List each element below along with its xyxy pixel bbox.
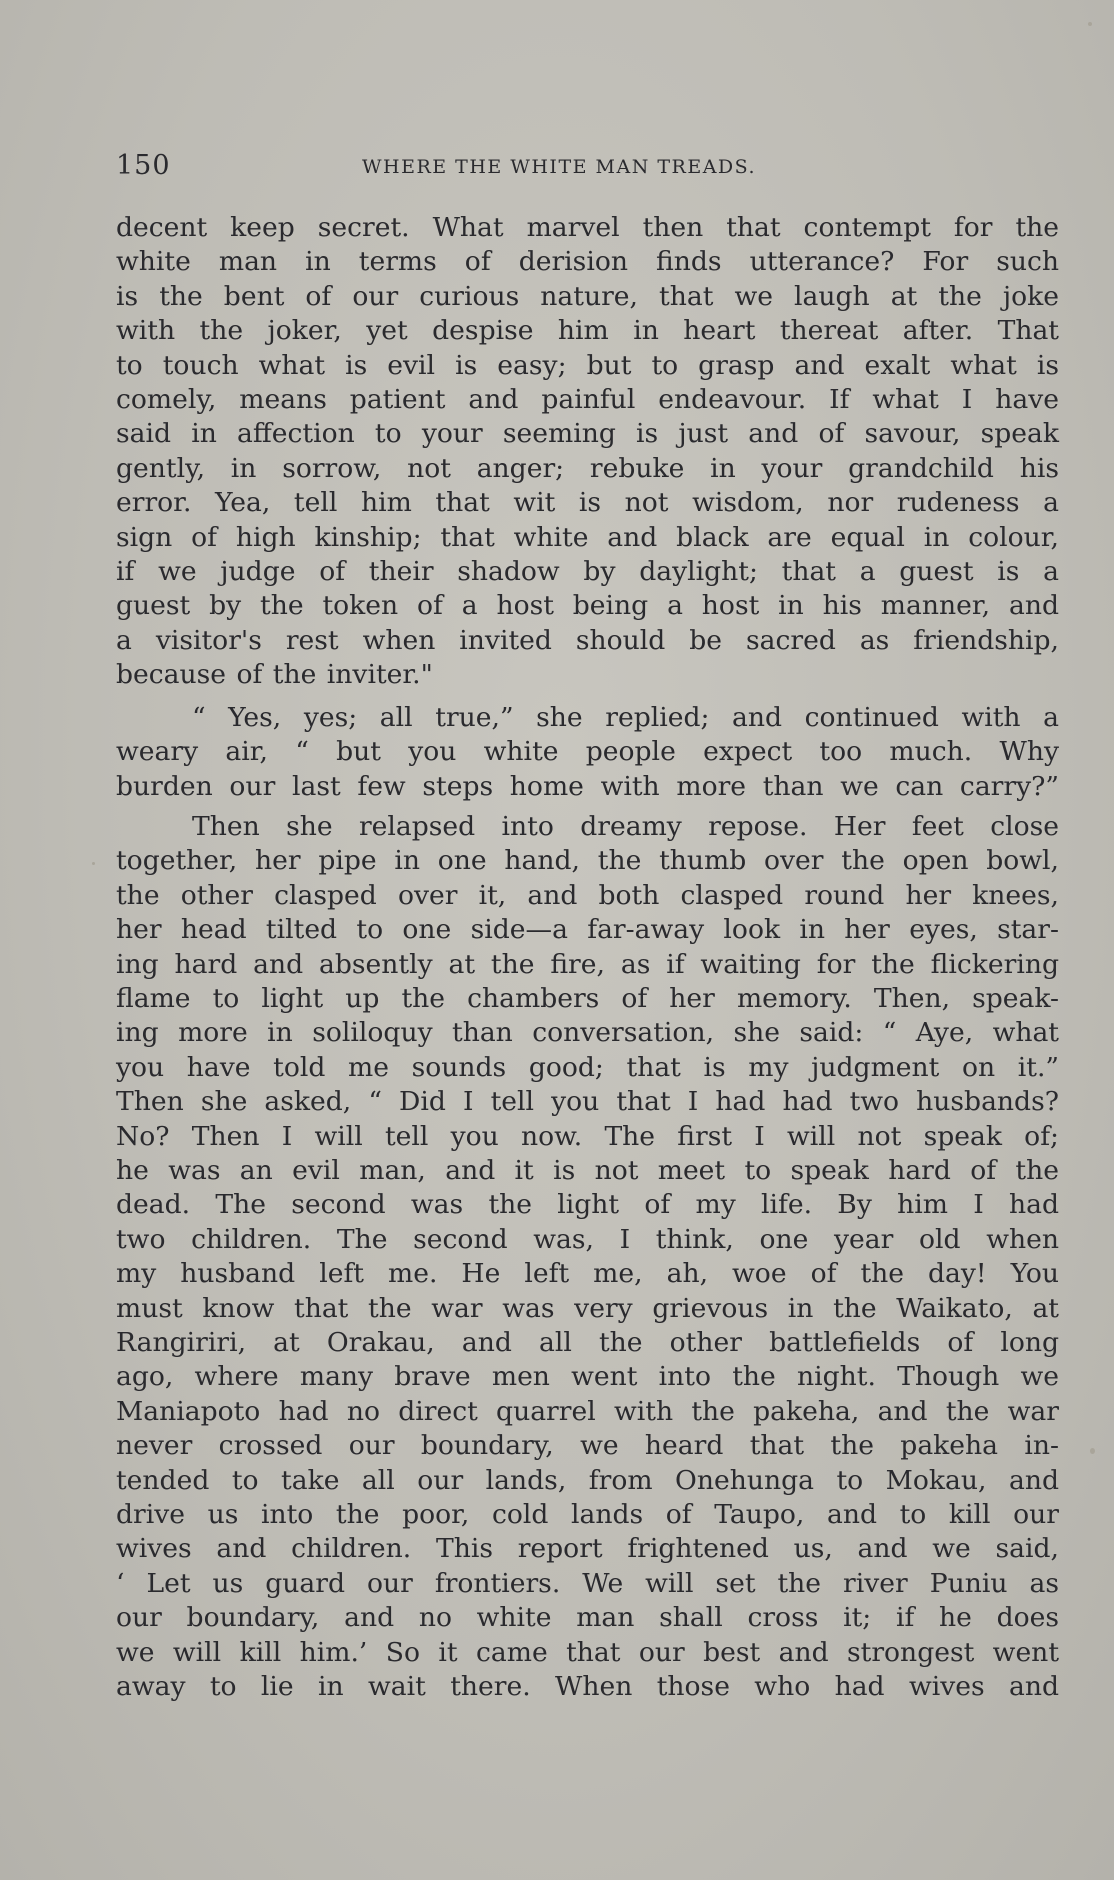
text-line: ‘ Let us guard our frontiers. We will set the river Puniu as	[116, 1567, 1059, 1599]
text-line: her head tilted to one side—a far-away look in her eyes, star-	[116, 914, 1059, 946]
text-line: because of the inviter."	[116, 659, 433, 691]
text-line: tended to take all our lands, from Onehunga to Mokau, and	[116, 1464, 1059, 1496]
text-line: dead. The second was the light of my life. By him I had	[116, 1189, 1059, 1221]
body-text	[116, 211, 1059, 1704]
text-line: ing more in soliloquy than conversation, she said: “ Aye, what	[116, 1017, 1059, 1049]
text-line: “ Yes, yes; all true,” she replied; and continued with a	[192, 701, 1059, 733]
text-line: he was an evil man, and it is not meet to speak hard of the	[116, 1154, 1059, 1186]
text-line: white man in terms of derision finds utterance? For such	[116, 246, 1059, 278]
text-line: together, her pipe in one hand, the thumb over the open bowl,	[116, 845, 1059, 877]
text-line: our boundary, and no white man shall cross it; if he does	[116, 1602, 1059, 1634]
text-line: wives and children. This report frightened us, and we said,	[116, 1533, 1059, 1565]
text-line: flame to light up the chambers of her memory. Then, speak-	[116, 982, 1059, 1014]
text-line: comely, means patient and painful endeavour. If what I have	[116, 384, 1059, 416]
text-line: drive us into the poor, cold lands of Taupo, and to kill our	[116, 1499, 1059, 1531]
text-line: Rangiriri, at Orakau, and all the other battlefields of long	[116, 1327, 1059, 1358]
text-line: to touch what is evil is easy; but to grasp and exalt what is	[116, 349, 1059, 381]
text-line: never crossed our boundary, we heard that the pakeha in-	[116, 1430, 1059, 1462]
text-line: with the joker, yet despise him in heart thereat after. That	[116, 315, 1059, 347]
text-line: two children. The second was, I think, one year old when	[116, 1223, 1059, 1255]
paragraph-1	[116, 211, 1059, 693]
text-line: my husband left me. He left me, ah, woe of the day! You	[116, 1258, 1059, 1290]
text-line: guest by the token of a host being a host in his manner, and	[116, 590, 1059, 622]
text-line: No? Then I will tell you now. The first I will not speak of;	[116, 1120, 1059, 1152]
text-line: decent keep secret. What marvel then that contempt for the	[116, 212, 1059, 243]
text-line: a visitor's rest when invited should be sacred as friendship,	[116, 624, 1059, 656]
text-line: Then she asked, “ Did I tell you that I had had two husbands?	[116, 1086, 1059, 1118]
page-header	[116, 150, 1064, 186]
text-line: if we judge of their shadow by daylight; that a guest is a	[116, 556, 1059, 588]
text-line: error. Yea, tell him that wit is not wisdom, nor rudeness a	[116, 487, 1059, 519]
running-head: WHERE THE WHITE MAN TREADS.	[362, 156, 757, 178]
text-line: sign of high kinship; that white and black are equal in colour,	[116, 521, 1059, 553]
paper-speck	[92, 862, 95, 865]
text-line: burden our last few steps home with more than we can carry?”	[116, 770, 1059, 802]
text-line: Maniapoto had no direct quarrel with the pakeha, and the war	[116, 1395, 1059, 1427]
paragraph-3	[116, 810, 1059, 1705]
text-line: gently, in sorrow, not anger; rebuke in your grandchild his	[116, 452, 1059, 484]
text-line: the other clasped over it, and both clasped round her knees,	[116, 879, 1059, 911]
text-line: is the bent of our curious nature, that we laugh at the joke	[116, 280, 1059, 312]
paper-speck	[1090, 1448, 1095, 1454]
text-line: weary air, “ but you white people expect too much. Why	[116, 736, 1059, 768]
text-line: away to lie in wait there. When those who had wives and	[116, 1671, 1059, 1703]
text-line: we will kill him.’ So it came that our best and strongest went	[116, 1636, 1059, 1668]
text-line: ago, where many brave men went into the night. Though we	[116, 1361, 1059, 1393]
page-number: 150	[116, 150, 171, 181]
text-line: you have told me sounds good; that is my judgment on it.”	[116, 1051, 1059, 1083]
text-line: must know that the war was very grievous in the Waikato, at	[116, 1292, 1059, 1324]
paper-speck	[1088, 22, 1092, 26]
text-line: ing hard and absently at the fire, as if waiting for the flickering	[116, 948, 1059, 980]
text-line: said in affection to your seeming is just and of savour, speak	[116, 418, 1059, 450]
text-line: Then she relapsed into dreamy repose. Her feet close	[192, 810, 1059, 842]
paragraph-2	[116, 701, 1059, 804]
